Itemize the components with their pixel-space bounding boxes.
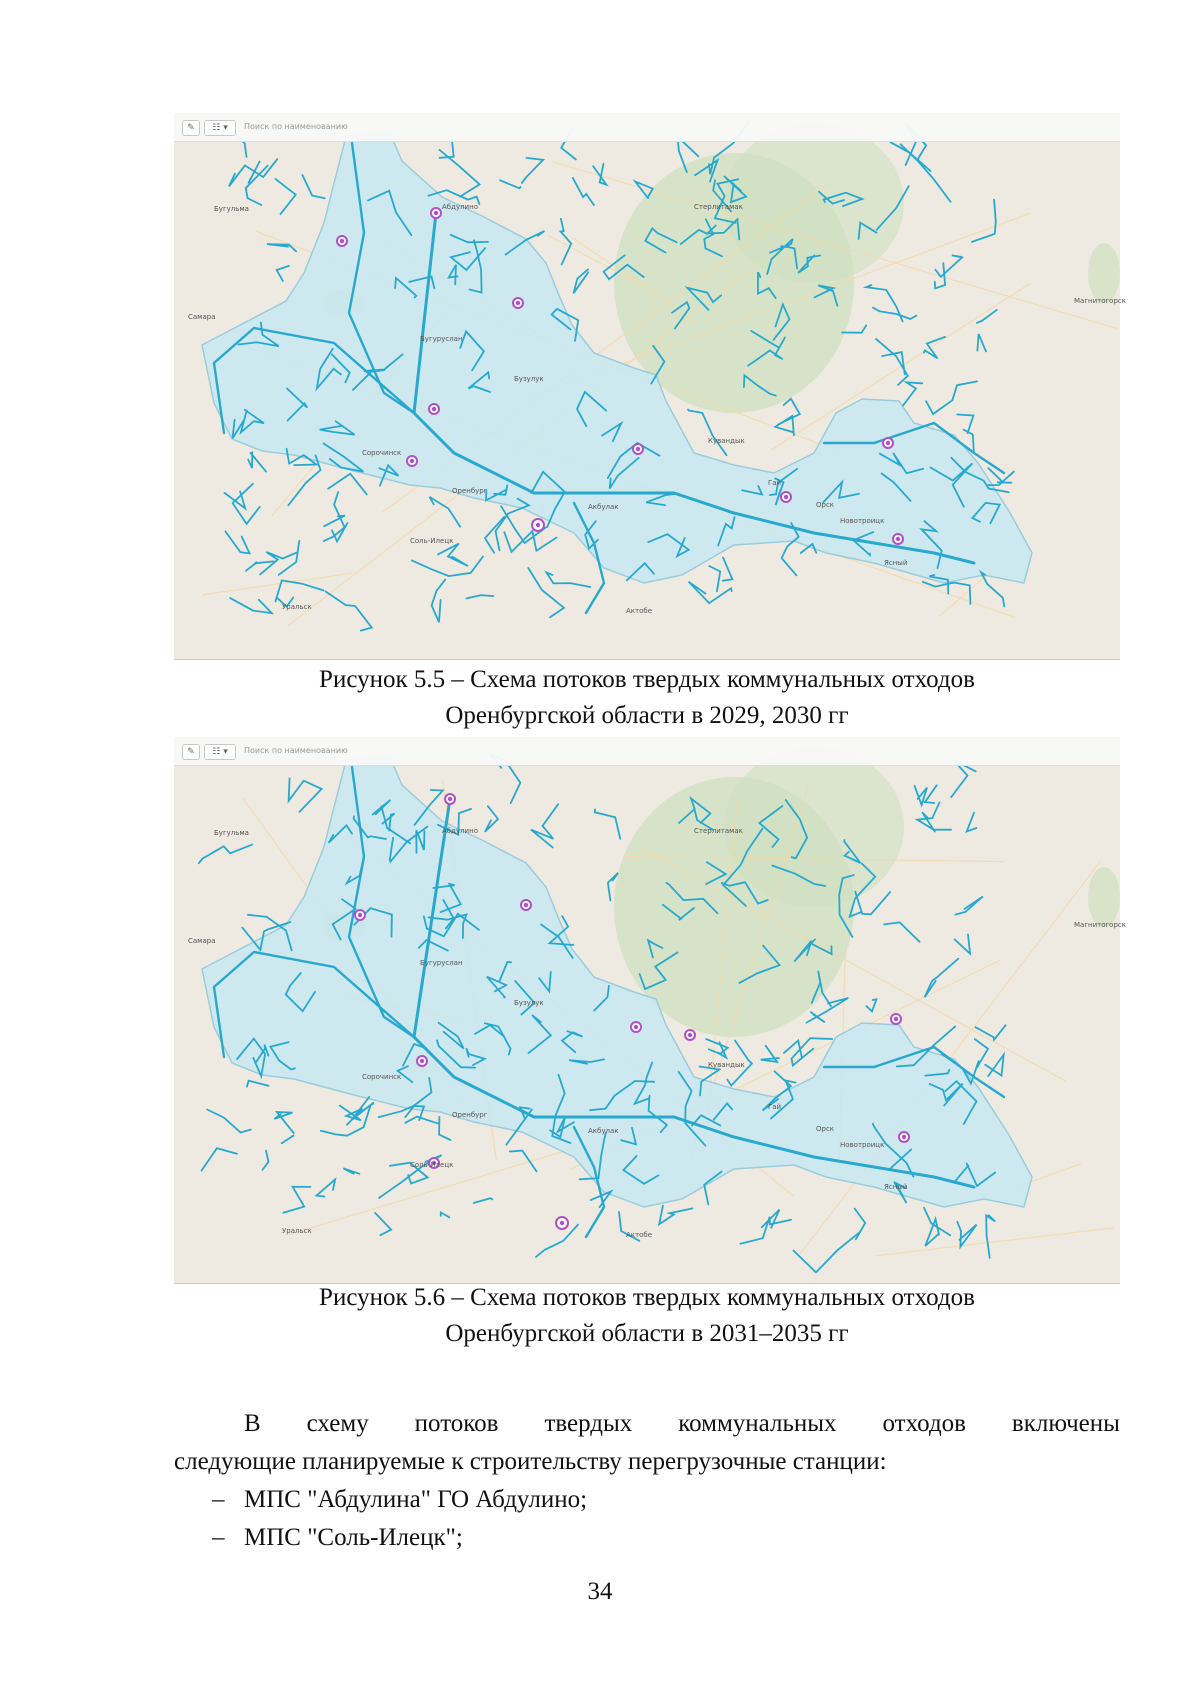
facility-marker-icon[interactable] bbox=[407, 456, 417, 466]
map-place-label: Орск bbox=[816, 501, 835, 509]
map-place-label: Орск bbox=[816, 1125, 835, 1133]
map-place-label: Оренбург bbox=[452, 487, 488, 495]
facility-marker-icon[interactable] bbox=[883, 438, 893, 448]
facility-marker-icon[interactable] bbox=[633, 444, 643, 454]
map-place-label: Магнитогорск bbox=[1074, 921, 1126, 929]
layers-icon[interactable]: ☷ ▾ bbox=[204, 744, 236, 760]
map-place-label: Сорочинск bbox=[362, 449, 402, 457]
facility-marker-icon[interactable] bbox=[893, 534, 903, 544]
facility-marker-icon[interactable] bbox=[431, 208, 441, 218]
map-place-label: Бузулук bbox=[514, 375, 544, 383]
pencil-icon[interactable]: ✎ bbox=[182, 120, 200, 136]
facility-marker-icon[interactable] bbox=[631, 1022, 641, 1032]
facility-marker-icon[interactable] bbox=[685, 1030, 695, 1040]
caption-line: Рисунок 5.5 – Схема потоков твердых коммунальных отходов bbox=[319, 666, 975, 693]
word: схему bbox=[306, 1410, 369, 1437]
map-toolbar bbox=[174, 113, 1120, 142]
caption-line: Оренбургской области в 2029, 2030 гг bbox=[445, 702, 849, 729]
map-place-label: Стерлитамак bbox=[694, 827, 743, 835]
bullet-dash: – bbox=[212, 1524, 225, 1551]
bullet-dash: – bbox=[212, 1486, 225, 1513]
map-place-label: Бугуруслан bbox=[420, 335, 463, 343]
map-place-label: Новотроицк bbox=[840, 517, 885, 525]
word: твердых bbox=[544, 1410, 633, 1437]
map-place-label: Самара bbox=[188, 313, 216, 321]
figure-caption-5-6 bbox=[174, 1280, 1120, 1352]
map-place-label: Соль-Илецк bbox=[410, 537, 454, 545]
map-toolbar bbox=[174, 737, 1120, 766]
map-figure-5-6[interactable] bbox=[174, 737, 1126, 1284]
word: потоков bbox=[414, 1410, 499, 1437]
map-place-label: Новотроицк bbox=[840, 1141, 885, 1149]
map-place-label: Абдулино bbox=[442, 827, 478, 835]
map-place-label: Кувандык bbox=[708, 1061, 745, 1069]
map-search-input[interactable]: Поиск по наименованию bbox=[244, 746, 348, 755]
facility-marker-icon[interactable] bbox=[445, 794, 455, 804]
map-place-label: Стерлитамак bbox=[694, 203, 743, 211]
map-place-label: Актобе bbox=[626, 607, 653, 615]
map-place-label: Бугуруслан bbox=[420, 959, 463, 967]
map-place-label: Акбулак bbox=[588, 503, 619, 511]
map-place-label: Уральск bbox=[282, 603, 312, 611]
list-item-text: МПС "Соль-Илецк"; bbox=[244, 1524, 463, 1551]
facility-marker-icon[interactable] bbox=[355, 910, 365, 920]
list-item-text: МПС "Абдулина" ГО Абдулино; bbox=[244, 1486, 588, 1513]
map-place-label: Бугульма bbox=[214, 205, 249, 213]
map-place-label: Оренбург bbox=[452, 1111, 488, 1119]
map-place-label: Акбулак bbox=[588, 1127, 619, 1135]
facility-marker-icon[interactable] bbox=[513, 298, 523, 308]
paragraph-line: следующие планируемые к строительству перегрузочные станции: bbox=[174, 1448, 887, 1475]
word: коммунальных bbox=[678, 1410, 837, 1437]
figure-caption-5-5 bbox=[174, 662, 1120, 734]
facility-marker-icon[interactable] bbox=[899, 1132, 909, 1142]
facility-marker-icon[interactable] bbox=[337, 236, 347, 246]
facility-marker-icon[interactable] bbox=[521, 900, 531, 910]
word: отходов bbox=[882, 1410, 966, 1437]
facility-marker-icon[interactable] bbox=[429, 404, 439, 414]
map-place-label: Бугульма bbox=[214, 829, 249, 837]
pencil-icon[interactable]: ✎ bbox=[182, 744, 200, 760]
map-search-input[interactable]: Поиск по наименованию bbox=[244, 122, 348, 131]
caption-line: Оренбургской области в 2031–2035 гг bbox=[445, 1320, 849, 1347]
word: В bbox=[244, 1410, 261, 1437]
facility-marker-icon[interactable] bbox=[532, 519, 544, 531]
map-place-label: Бузулук bbox=[514, 999, 544, 1007]
map-place-label: Сорочинск bbox=[362, 1073, 402, 1081]
map-place-label: Ясный bbox=[884, 1183, 908, 1191]
facility-marker-icon[interactable] bbox=[417, 1056, 427, 1066]
map-place-label: Ясный bbox=[884, 559, 908, 567]
facility-marker-icon[interactable] bbox=[891, 1014, 901, 1024]
word: включены bbox=[1011, 1410, 1120, 1437]
caption-line: Рисунок 5.6 – Схема потоков твердых коммунальных отходов bbox=[319, 1284, 975, 1311]
map-canvas bbox=[174, 737, 1126, 1283]
map-place-label: Соль-Илецк bbox=[410, 1161, 454, 1169]
map-figure-5-5[interactable] bbox=[174, 113, 1126, 660]
map-place-label: Абдулино bbox=[442, 203, 478, 211]
facility-marker-icon[interactable] bbox=[781, 492, 791, 502]
map-canvas bbox=[174, 113, 1126, 659]
map-place-label: Гай bbox=[768, 1103, 782, 1111]
map-place-label: Магнитогорск bbox=[1074, 297, 1126, 305]
map-place-label: Гай bbox=[768, 479, 782, 487]
layers-icon[interactable]: ☷ ▾ bbox=[204, 120, 236, 136]
facility-marker-icon[interactable] bbox=[556, 1217, 568, 1229]
map-place-label: Актобе bbox=[626, 1231, 653, 1239]
paragraph-line-justified bbox=[174, 1405, 1120, 1443]
map-place-label: Кувандык bbox=[708, 437, 745, 445]
page-number: 34 bbox=[587, 1578, 613, 1605]
map-place-label: Самара bbox=[188, 937, 216, 945]
map-place-label: Уральск bbox=[282, 1227, 312, 1235]
